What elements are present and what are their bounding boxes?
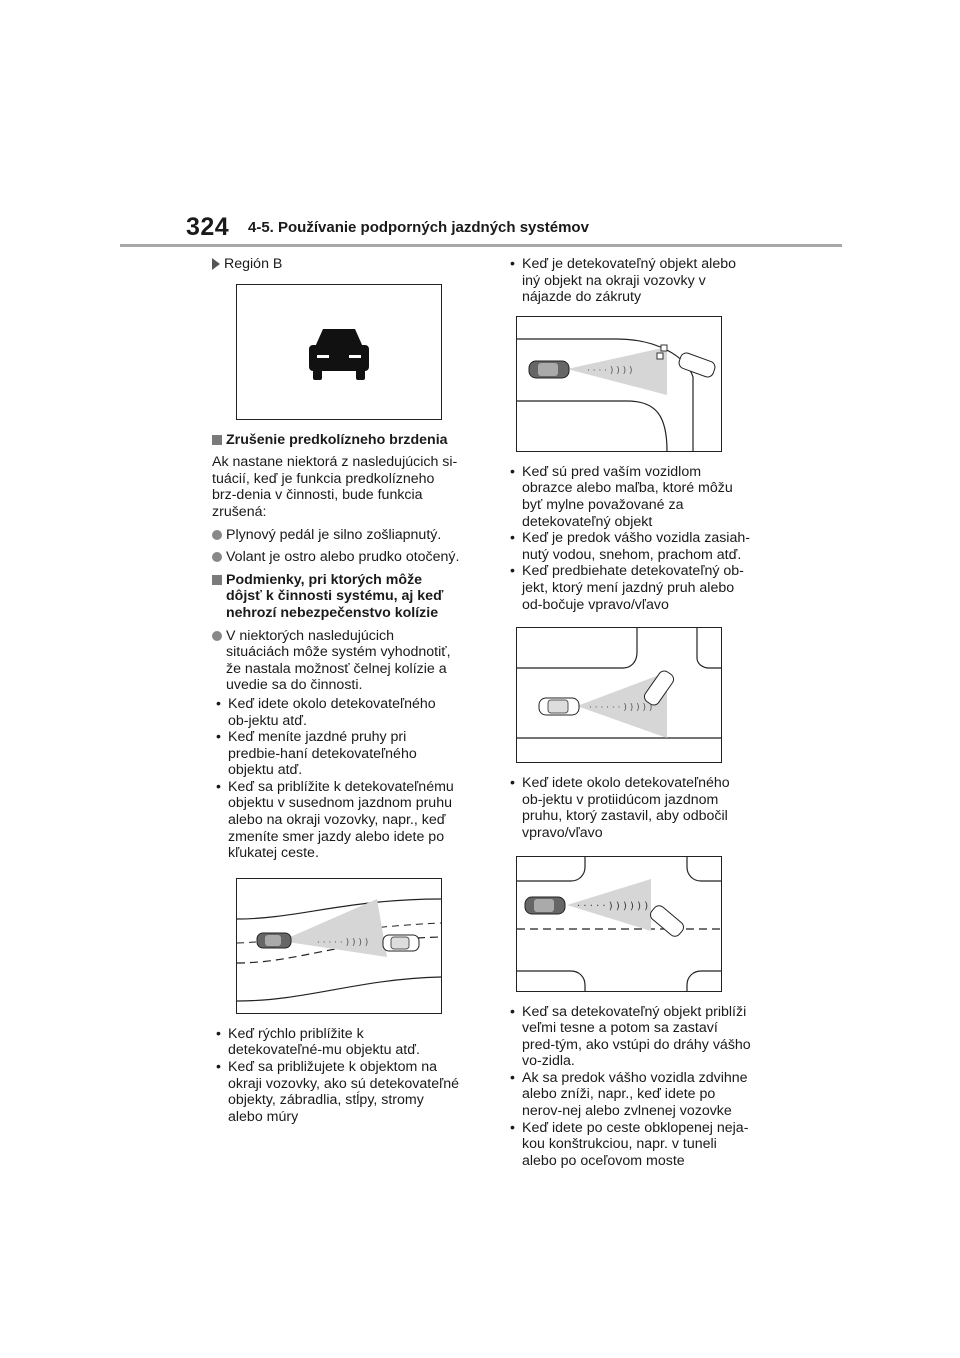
list-item-text: Ak sa predok vášho vozidla zdvihne alebo zníži, napr., keď idete po nerov-nej alebo zvlnenej vozovke xyxy=(522,1069,748,1120)
triangle-marker-icon xyxy=(212,258,220,270)
circle-bullet-icon xyxy=(212,552,222,562)
list-item xyxy=(212,729,460,779)
cancel-item-text: Plynový pedál je silno zošliapnutý. xyxy=(226,526,442,543)
list-item xyxy=(506,1004,754,1070)
cancel-intro: Ak nastane niektorá z nasledujúcich si-tuácií, keď je funkcia predkolízneho brz-denia v činnosti, bude funkcia zrušená: xyxy=(212,454,458,520)
bullet-mark: • xyxy=(510,463,515,480)
car-top-view-icon xyxy=(648,903,686,938)
cancel-heading-text: Zrušenie predkolízneho brzdenia xyxy=(226,431,448,448)
region-label: Región B xyxy=(224,256,283,272)
car-front-icon xyxy=(237,285,441,419)
list-item-text: Keď je predok vášho vozidla zasiah-nutý vodou, snehom, prachom atď. xyxy=(522,530,750,563)
page-header xyxy=(0,0,960,250)
list-item-text: Keď idete okolo detekovateľného ob-jektu atď. xyxy=(228,695,436,729)
overtaking-turn-illustration xyxy=(517,628,721,762)
bullet-mark: • xyxy=(510,1119,515,1136)
circle-bullet-icon xyxy=(212,631,222,641)
list-item xyxy=(212,696,460,729)
figure-curve-entry xyxy=(516,316,722,452)
curve-entry-illustration xyxy=(517,317,721,451)
list-item xyxy=(212,1026,460,1059)
list-item-text: Keď idete po ceste obklopenej neja-kou konštrukciou, napr. v tuneli alebo po oceľovom moste xyxy=(522,1119,749,1169)
svg-text:· · · · · ) ) ) ) ) ): · · · · · ) ) ) ) ) ) xyxy=(577,900,649,912)
square-marker-icon xyxy=(212,575,222,585)
bullet-mark: • xyxy=(510,530,515,547)
figure-curved-road xyxy=(236,878,442,1014)
cancel-heading xyxy=(212,432,460,449)
square-marker-icon xyxy=(212,435,222,445)
list-item xyxy=(506,530,754,563)
circle-bullet-icon xyxy=(212,530,222,540)
car-top-view-icon xyxy=(383,935,419,951)
region-b-heading xyxy=(212,256,460,273)
bullet-mark: • xyxy=(216,695,221,712)
conditions-intro-text: V niektorých nasledujúcich situáciách môže systém vyhodnotiť, že nastala možnosť čelnej kolízie a uvedie sa do činnosti. xyxy=(226,627,451,694)
list-item-text: Keď sa približujete k objektom na okraji vozovky, ako sú detekovateľné objekty, zábradlia, stĺpy, stromy alebo múry xyxy=(228,1059,459,1125)
header-divider xyxy=(120,244,842,247)
list-item-text: Keď sa priblížite k detekovateľnému objektu v susednom jazdnom pruhu alebo na okraji vozovky, napr., keď zmeníte smer jazdy alebo idete po kľukatej ceste. xyxy=(228,778,454,862)
bullet-mark: • xyxy=(510,1069,515,1086)
car-top-view-icon xyxy=(525,897,565,914)
page-number: 324 xyxy=(186,213,230,241)
cancel-item xyxy=(212,549,460,566)
conditions-heading xyxy=(212,572,460,622)
list-item-text: Keď rýchlo priblížite k detekovateľné-mu objektu atď. xyxy=(228,1025,420,1059)
bullet-mark: • xyxy=(216,729,221,746)
svg-text:· · · · ) ) ) ): · · · · ) ) ) ) xyxy=(587,365,633,376)
bullet-mark: • xyxy=(216,778,221,795)
svg-text:· · · · · ) ) ) ): · · · · · ) ) ) ) xyxy=(317,937,369,948)
list-item xyxy=(506,1120,754,1170)
oncoming-turn-illustration xyxy=(517,857,721,991)
car-top-view-icon xyxy=(257,933,291,948)
list-item xyxy=(212,1059,460,1125)
bullet-mark: • xyxy=(510,1003,515,1020)
list-item xyxy=(212,779,460,862)
bullet-mark: • xyxy=(216,1059,221,1076)
list-item-text: Keď idete okolo detekovateľného ob-jektu v protiidúcom jazdnom pruhu, ktorý zastavil, aby odbočil vpravo/vľavo xyxy=(522,775,730,841)
bullet-mark: • xyxy=(510,775,515,792)
list-item-text: Keď sa detekovateľný objekt priblíži veľmi tesne a potom sa zastaví pred-tým, ako vstúpi do dráhy vášho vo-zidla. xyxy=(522,1003,751,1070)
list-item xyxy=(506,563,754,613)
bullet-mark: • xyxy=(216,1025,221,1042)
list-item-text: Keď je detekovateľný objekt alebo iný objekt na okraji vozovky v nájazde do zákruty xyxy=(522,256,736,306)
conditions-heading-text: Podmienky, pri ktorých môže dôjsť k činnosti systému, aj keď nehrozí nebezpečenstvo kolízie xyxy=(226,571,444,621)
right-column xyxy=(506,256,754,1169)
figure-oncoming-turn xyxy=(516,856,722,992)
curved-road-illustration xyxy=(237,879,441,1013)
conditions-intro xyxy=(212,628,460,694)
list-item xyxy=(506,256,754,306)
list-item-text: Keď predbiehate detekovateľný ob-jekt, ktorý mení jazdný pruh alebo od-bočuje vpravo/vľavo xyxy=(522,563,744,613)
chapter-title: 4-5. Používanie podporných jazdných systémov xyxy=(248,219,589,236)
figure-region-b-car xyxy=(236,284,442,420)
cancel-item xyxy=(212,527,460,544)
bullet-mark: • xyxy=(510,563,515,580)
left-column xyxy=(212,256,460,1125)
figure-overtaking-turn xyxy=(516,627,722,763)
svg-text:· · · · · · ) ) ) ) ): · · · · · · ) ) ) ) ) xyxy=(589,703,653,714)
car-top-view-icon xyxy=(677,351,716,378)
car-top-view-icon xyxy=(529,361,569,378)
list-item-text: Keď meníte jazdné pruhy pri predbie-haní detekovateľného objektu atď. xyxy=(228,729,417,779)
list-item-text: Keď sú pred vaším vozidlom obrazce alebo maľba, ktoré môžu byť mylne považované za detekovateľný objekt xyxy=(522,463,733,530)
list-item xyxy=(506,464,754,530)
cancel-item-text: Volant je ostro alebo prudko otočený. xyxy=(226,549,460,566)
list-item xyxy=(506,1070,754,1120)
list-item xyxy=(506,775,754,841)
car-top-view-icon xyxy=(539,698,579,715)
bullet-mark: • xyxy=(510,256,515,272)
